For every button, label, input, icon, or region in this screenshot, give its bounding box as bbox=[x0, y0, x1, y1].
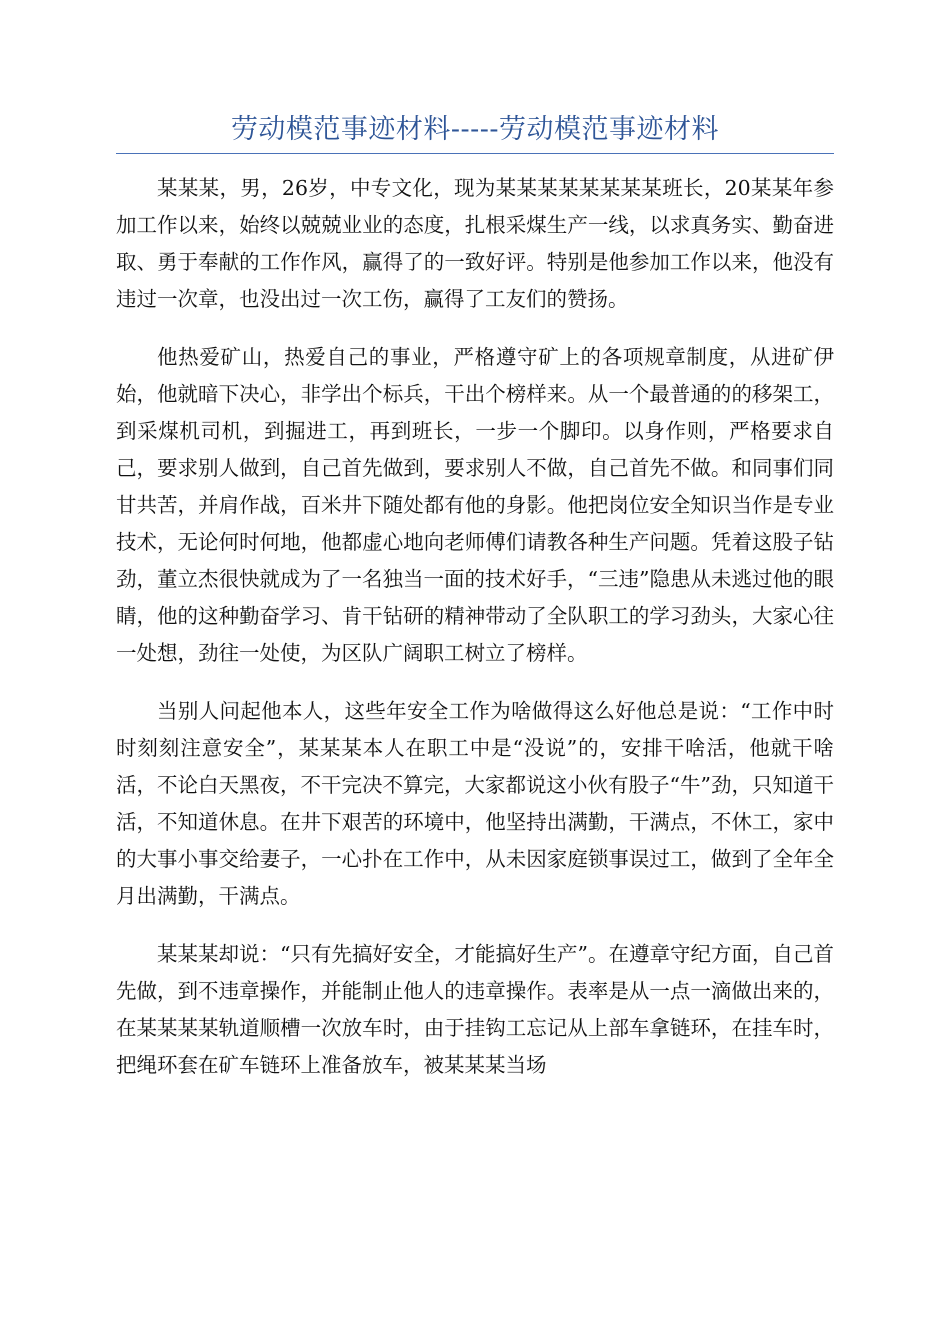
title-underline bbox=[116, 153, 834, 154]
paragraph-1: 某某某，男，26岁，中专文化，现为某某某某某某某某班长，20某某年参加工作以来，始终以兢兢业业的态度，扎根采煤生产一线，以求真务实、勤奋进取、勇于奉献的工作作风，赢得了的一致好评。特别是他参加工作以来，他没有违过一次章，也没出过一次工伤，赢得了工友们的赞扬。 bbox=[116, 176, 834, 311]
document-title: 劳动模范事迹材料-----劳动模范事迹材料 bbox=[230, 114, 720, 145]
paragraph-2: 他热爱矿山，热爱自己的事业，严格遵守矿上的各项规章制度，从进矿伊始，他就暗下决心，非学出个标兵，干出个榜样来。从一个最普通的的移架工，到采煤机司机，到掘进工，再到班长，一步一个脚印。以身作则，严格要求自己，要求别人做到，自己首先做到，要求别人不做，自己首先不做。和同事们同甘共苦，并肩作战，百米井下随处都有他的身影。他把岗位安全知识当作是专业技术，无论何时何地，他都虚心地向老师傅们请教各种生产问题。凭着这股子钻劲，董立杰很快就成为了一名独当一面的技术好手，“三违”隐患从未逃过他的眼睛，他的这种勤奋学习、肯干钻研的精神带动了全队职工的学习劲头，大家心往一处想，劲往一处使，为区队广阔职工树立了榜样。 bbox=[116, 345, 834, 665]
paragraph-4: 某某某却说：“只有先搞好安全，才能搞好生产”。在遵章守纪方面，自己首先做，到不违章操作，并能制止他人的违章操作。表率是从一点一滴做出来的，在某某某某轨道顺槽一次放车时，由于挂钩工忘记从上部车拿链环，在挂车时，把绳环套在矿车链环上准备放车，被某某某当场 bbox=[116, 942, 834, 1077]
paragraph-3: 当别人问起他本人，这些年安全工作为啥做得这么好他总是说：“工作中时时刻刻注意安全”，某某某本人在职工中是“没说”的，安排干啥活，他就干啥活，不论白天黑夜，不干完决不算完，大家都说这小伙有股子“牛”劲，只知道干活，不知道休息。在井下艰苦的环境中，他坚持出满勤，干满点，不休工，家中的大事小事交给妻子，一心扑在工作中，从未因家庭锁事误过工，做到了全年全月出满勤，干满点。 bbox=[116, 699, 834, 908]
document-body bbox=[116, 170, 834, 1105]
